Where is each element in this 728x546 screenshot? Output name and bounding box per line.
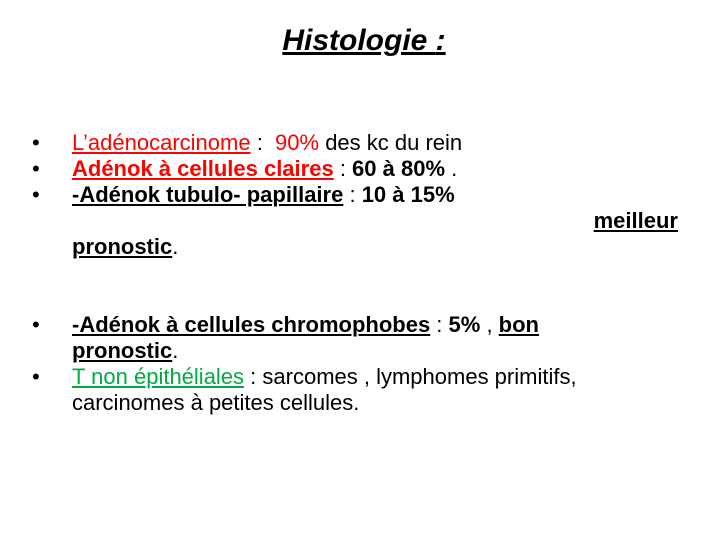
slide-title	[0, 24, 728, 58]
bullet-dot-icon: •	[32, 156, 40, 181]
prognosis-word: bon	[498, 312, 539, 337]
prognosis-word: meilleur	[593, 208, 678, 233]
description: sarcomes , lymphomes primitifs, carcinomes à petites cellules.	[72, 364, 577, 415]
percentage: 90%	[275, 130, 320, 155]
bullet-dot-icon: •	[32, 182, 40, 207]
comma: ,	[480, 312, 499, 337]
separator: :	[244, 364, 263, 389]
description: des kc du rein	[319, 130, 463, 155]
value: 60 à 80%	[352, 156, 446, 181]
prognosis-word: pronostic	[72, 338, 173, 363]
title-text: Histologie	[282, 24, 436, 57]
prognosis-word: pronostic	[72, 234, 173, 259]
term: -Adénok à cellules chromophobes	[72, 312, 431, 337]
bullet-dot-icon: •	[32, 312, 40, 337]
ending: .	[172, 338, 179, 363]
separator: :	[250, 130, 276, 155]
bullet-item	[28, 130, 678, 156]
separator: :	[343, 182, 362, 207]
bullet-dot-icon: •	[32, 364, 40, 389]
bullet-item	[28, 312, 678, 364]
value: 5%	[448, 312, 481, 337]
separator: :	[333, 156, 353, 181]
term: -Adénok tubulo- papillaire	[72, 182, 344, 207]
bullet-item	[28, 182, 678, 260]
bullet-dot-icon: •	[32, 130, 40, 155]
bullet-item	[28, 156, 678, 182]
separator: :	[430, 312, 449, 337]
value: 10 à 15%	[361, 182, 455, 207]
ending: .	[172, 234, 179, 259]
ending: .	[445, 156, 458, 181]
term: T non épithéliales	[72, 364, 245, 389]
term: L’adénocarcinome	[72, 130, 251, 155]
title-colon: :	[435, 24, 446, 57]
term: Adénok à cellules claires	[72, 156, 334, 181]
bullet-item	[28, 364, 678, 416]
bullet-list	[28, 130, 678, 416]
